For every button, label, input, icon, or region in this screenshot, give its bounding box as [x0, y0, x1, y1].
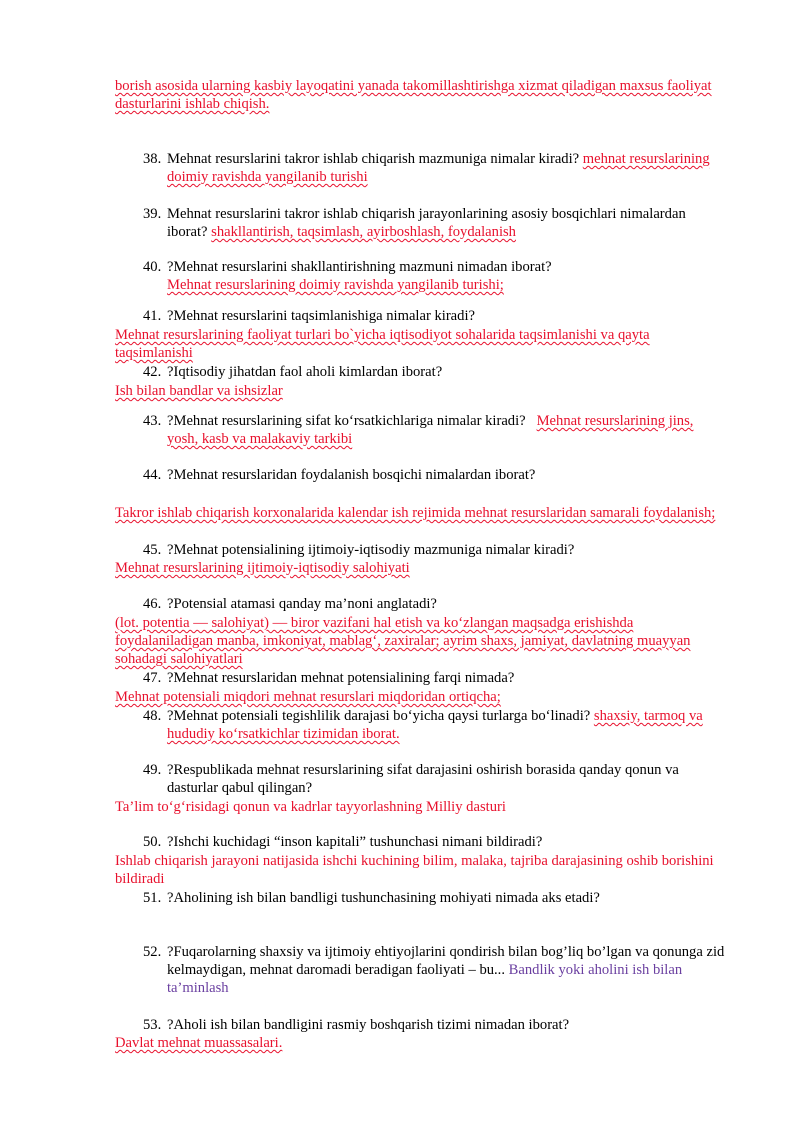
question-52	[143, 943, 727, 996]
question-text: ?Potensial atamasi qanday ma’noni anglatadi?	[167, 596, 437, 612]
answer-53: Davlat mehnat muassasalari.	[115, 1035, 283, 1051]
question-text: ?Aholi ish bilan bandligini rasmiy boshqarish tizimi nimadan iborat?	[167, 1017, 570, 1033]
answer-49: Ta’lim to‘g‘risidagi qonun va kadrlar tayyorlashning Milliy dasturi	[115, 799, 506, 815]
question-45	[143, 541, 727, 559]
question-41	[143, 307, 727, 325]
answer-text: shaxsiy, tarmoq va hududiy ko‘rsatkichlar tizimidan iborat.	[167, 708, 703, 742]
question-40	[143, 258, 727, 293]
answer-text: mehnat resurslarining doimiy ravishda yangilanib turishi	[167, 151, 710, 185]
question-number: 44.	[143, 467, 162, 483]
question-number: 45.	[143, 542, 162, 558]
question-number: 49.	[143, 762, 162, 778]
answer-41: Mehnat resurslarining faoliyat turlari bo`yicha iqtisodiyot sohalarida taqsimlanishi va qayta taqsimlanishi	[115, 327, 650, 361]
question-48	[143, 707, 727, 742]
answer-46: (lot. potentia — salohiyat) — biror vazifani hal etish va ko‘zlangan maqsadga erishishda foydalaniladigan manba, imkoniyat, mablag‘, zaxiralar; ayrim shaxs, jamiyat, davlatning muayyan sohadagi salohiyatlari	[115, 615, 691, 667]
question-text: ?Respublikada mehnat resurslarining sifat darajasini oshirish borasida qanday qonun va dasturlar qabul qilingan?	[167, 762, 679, 796]
question-50	[143, 833, 727, 851]
question-number: 50.	[143, 834, 162, 850]
question-number: 39.	[143, 206, 162, 222]
question-number: 51.	[143, 890, 162, 906]
question-number: 40.	[143, 259, 162, 275]
answer-45: Mehnat resurslarining ijtimoiy-iqtisodiy salohiyati	[115, 560, 410, 576]
question-number: 41.	[143, 308, 162, 324]
question-39	[143, 205, 727, 240]
question-42	[143, 363, 727, 381]
question-46	[143, 595, 727, 613]
question-number: 47.	[143, 670, 162, 686]
question-text: Mehnat resurslarini takror ishlab chiqarish jarayonlarining asosiy bosqichlari nimalardan iborat?	[167, 206, 686, 240]
question-text: Mehnat resurslarini takror ishlab chiqarish mazmuniga nimalar kiradi?	[167, 151, 583, 167]
intro-text: borish asosida ularning kasbiy layoqatini yanada takomillashtirishga xizmat qiladigan maxsus faoliyat dasturlarini ishlab chiqish.	[115, 78, 712, 112]
question-number: 48.	[143, 708, 162, 724]
question-text: ?Aholining ish bilan bandligi tushunchasining mohiyati nimada aks etadi?	[167, 890, 600, 906]
question-number: 46.	[143, 596, 162, 612]
question-text: ?Mehnat potensiali tegishlilik darajasi bo‘yicha qaysi turlarga bo‘linadi?	[167, 708, 594, 724]
question-number: 43.	[143, 413, 162, 429]
question-38	[143, 150, 727, 185]
question-text: ?Mehnat resurslarining sifat ko‘rsatkichlariga nimalar kiradi?	[167, 413, 530, 429]
question-49	[143, 761, 727, 796]
question-53	[143, 1016, 727, 1034]
question-44	[143, 466, 727, 484]
question-text: ?Ishchi kuchidagi “inson kapitali” tushunchasi nimani bildiradi?	[167, 834, 543, 850]
answer-50: Ishlab chiqarish jarayoni natijasida ishchi kuchining bilim, malaka, tajriba darajasining oshib borishini bildiradi	[115, 853, 714, 887]
answer-text: Mehnat resurslarining jins, yosh, kasb va malakaviy tarkibi	[167, 413, 694, 447]
answer-42: Ish bilan bandlar va ishsizlar	[115, 383, 283, 399]
question-number: 52.	[143, 944, 162, 960]
question-text: ?Mehnat resurslarini taqsimlanishiga nimalar kiradi?	[167, 308, 475, 324]
question-number: 53.	[143, 1017, 162, 1033]
answer-44: Takror ishlab chiqarish korxonalarida kalendar ish rejimida mehnat resurslaridan samarali foydalanish;	[115, 505, 716, 521]
question-47	[143, 669, 727, 687]
question-text: ?Mehnat resurslaridan foydalanish bosqichi nimalardan iborat?	[167, 467, 536, 483]
question-text: ?Iqtisodiy jihatdan faol aholi kimlardan iborat?	[167, 364, 443, 380]
question-51	[143, 889, 727, 907]
answer-47: Mehnat potensiali miqdori mehnat resurslari miqdoridan ortiqcha;	[115, 689, 501, 705]
question-text: ?Mehnat potensialining ijtimoiy-iqtisodiy mazmuniga nimalar kiradi?	[167, 542, 575, 558]
question-43	[143, 412, 727, 447]
question-number: 42.	[143, 364, 162, 380]
question-text: ?Mehnat resurslaridan mehnat potensialining farqi nimada?	[167, 670, 515, 686]
answer-text: Mehnat resurslarining doimiy ravishda yangilanib turishi;	[167, 277, 504, 293]
question-text: ?Mehnat resurslarini shakllantirishning mazmuni nimadan iborat?	[167, 259, 552, 275]
answer-text: Bandlik yoki aholini ish bilan ta’minlash	[167, 962, 683, 996]
question-text: ?Fuqarolarning shaxsiy va ijtimoiy ehtiyojlarini qondirish bilan bog’liq bo’lgan va qonunga zid kelmaydigan, mehnat daromadi beradigan faoliyati – bu...	[167, 944, 725, 978]
question-number: 38.	[143, 151, 162, 167]
answer-text: shakllantirish, taqsimlash, ayirboshlash, foydalanish	[211, 224, 516, 240]
